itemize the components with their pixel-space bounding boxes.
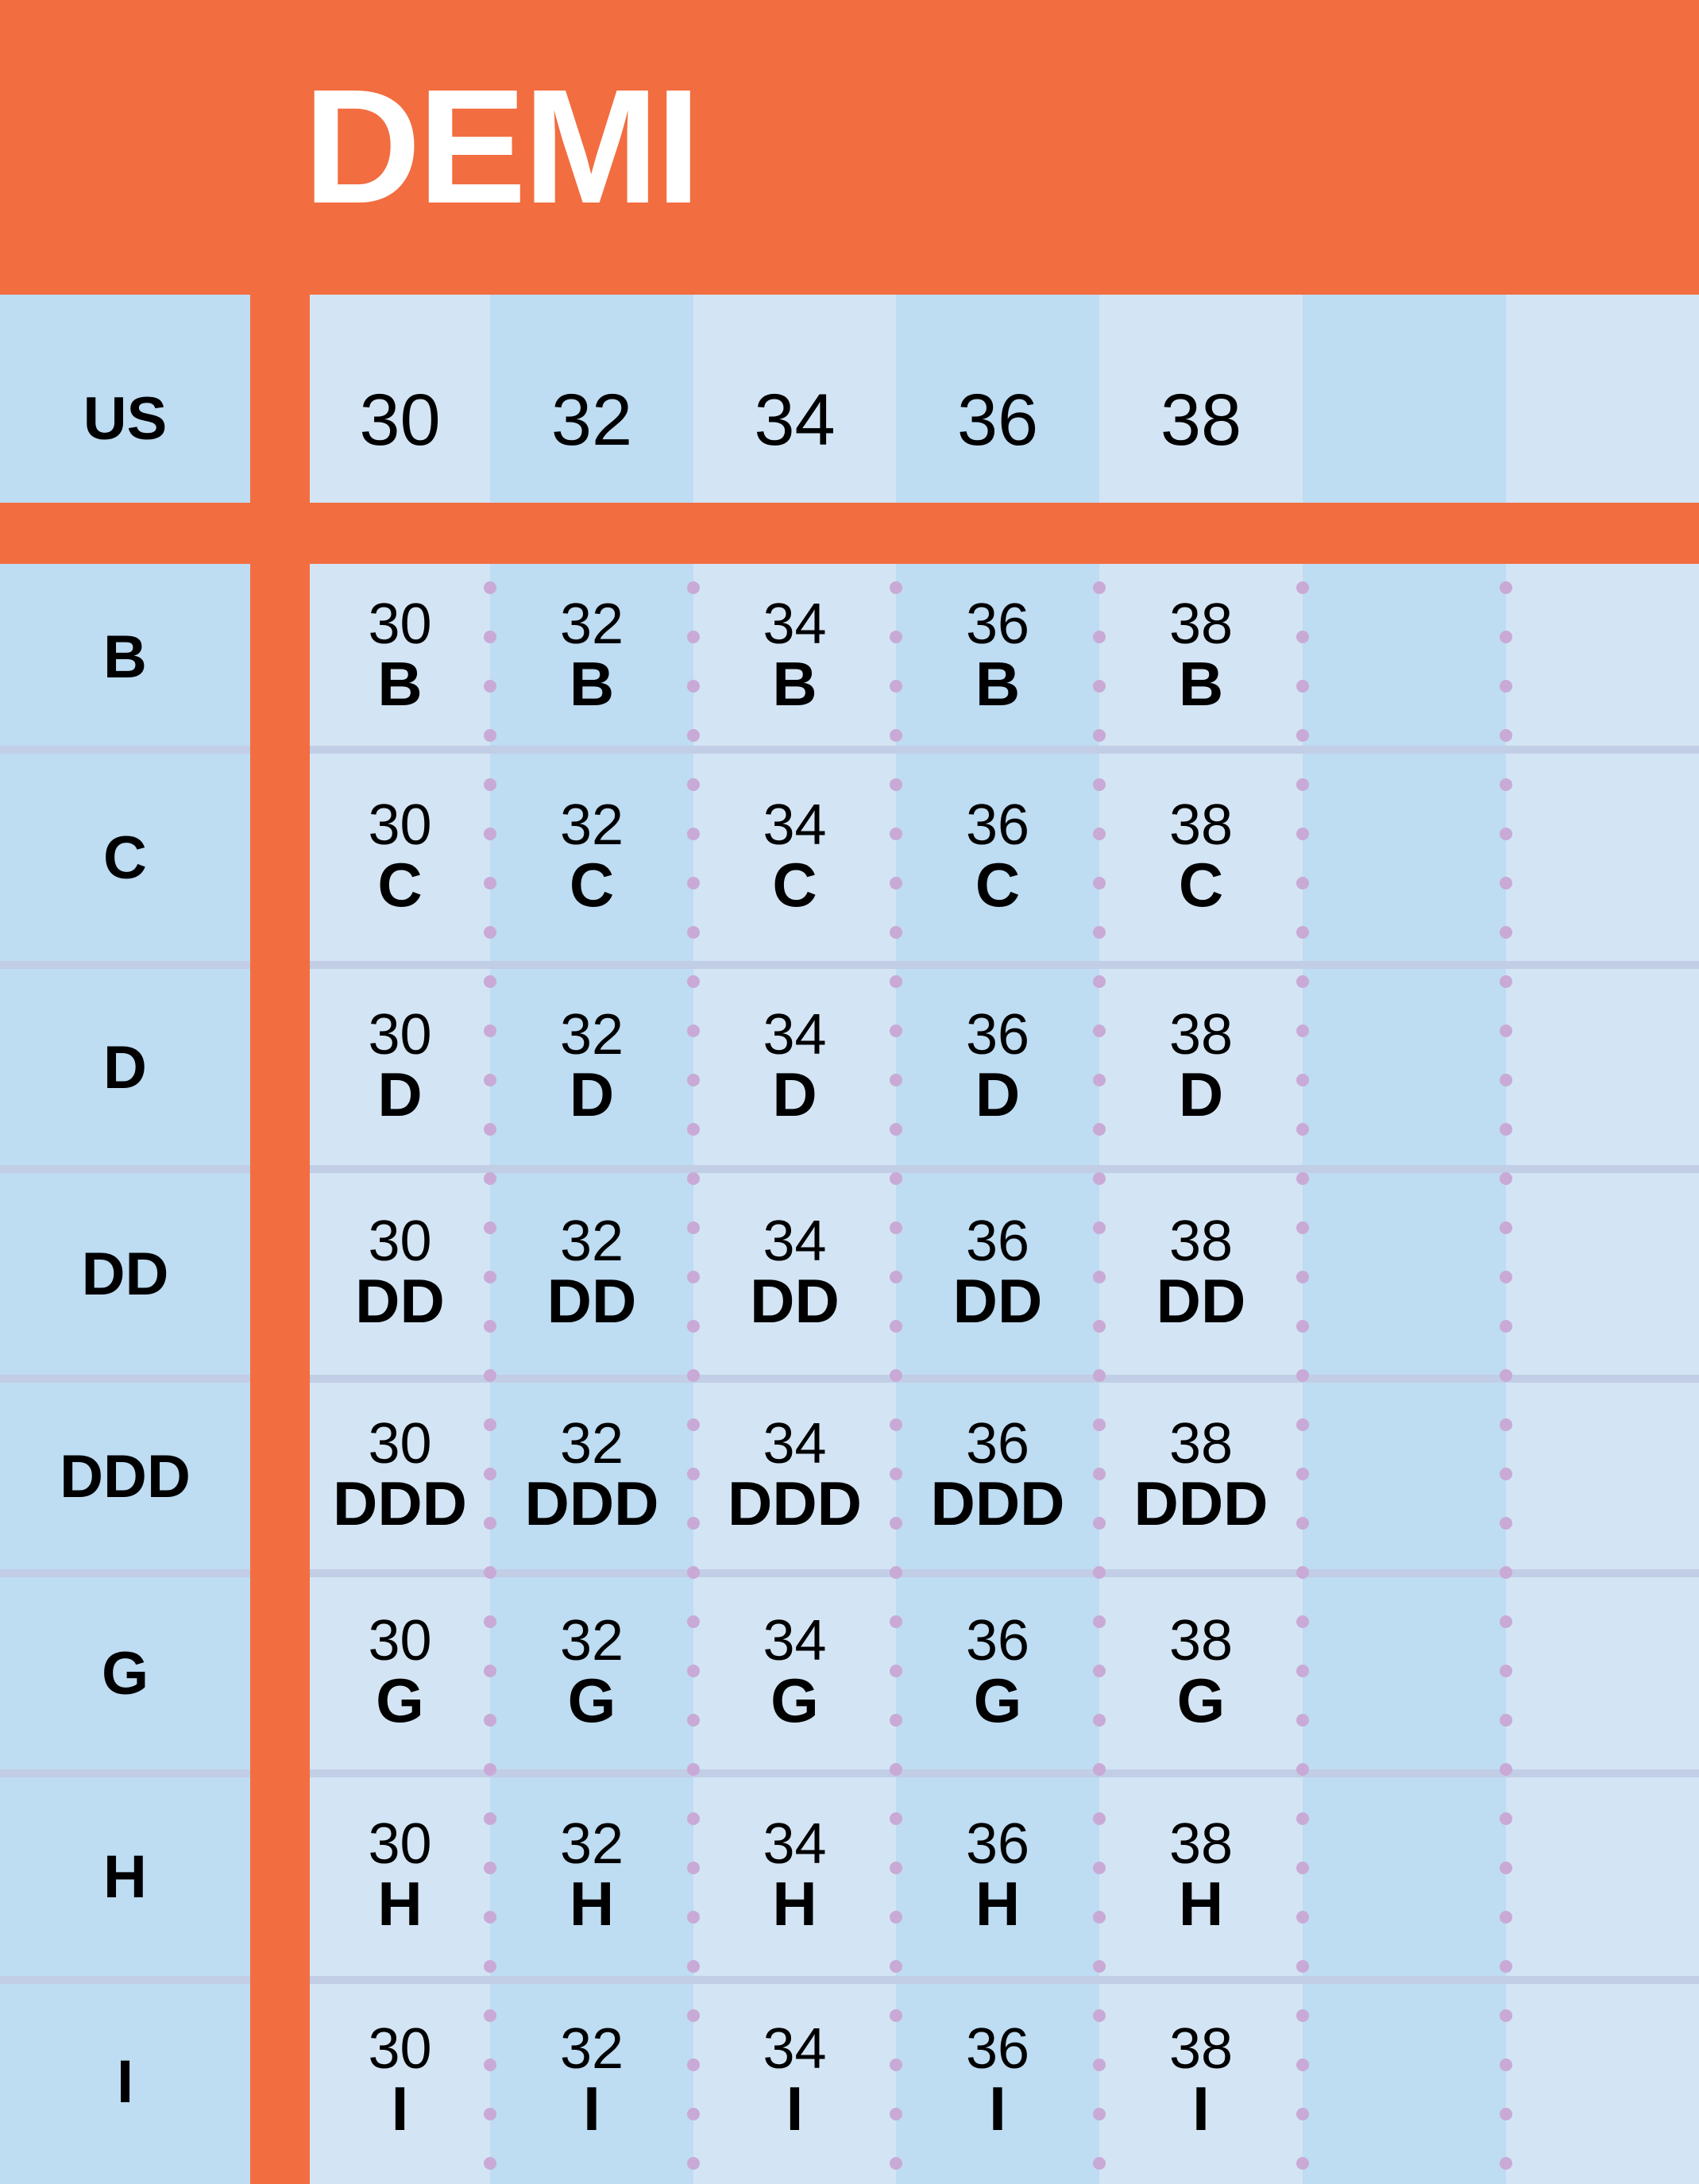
- divider-dot: [484, 1566, 496, 1579]
- divider-dot: [1500, 1172, 1512, 1185]
- cup-label: I: [116, 2048, 134, 2116]
- divider-dot: [1500, 2059, 1512, 2071]
- divider-dot: [687, 1566, 700, 1579]
- divider-dot: [1500, 1714, 1512, 1727]
- divider-dot: [890, 1763, 902, 1776]
- cup-label: D: [103, 1033, 147, 1102]
- us-band-size: 38: [1160, 380, 1242, 461]
- cell-cup: H: [569, 1869, 615, 1939]
- cup-label: B: [103, 623, 147, 691]
- divider-dot: [687, 975, 700, 988]
- divider-dot: [687, 926, 700, 939]
- cell-band: 32: [559, 1002, 624, 1067]
- divider-dot: [484, 1172, 496, 1185]
- cell-cup: B: [569, 648, 615, 719]
- cell-band: 32: [559, 1812, 624, 1876]
- divider-dot: [1500, 2009, 1512, 2022]
- cell-cup: B: [377, 648, 423, 719]
- us-band-size: 30: [359, 380, 441, 461]
- cell-cup: C: [1178, 849, 1224, 920]
- divider-dot: [1296, 1172, 1309, 1185]
- divider-dot: [1093, 1172, 1106, 1185]
- cell-cup: D: [772, 1059, 817, 1129]
- divider-dot: [687, 581, 700, 594]
- divider-dot: [1500, 2157, 1512, 2170]
- divider-dot: [1296, 1960, 1309, 1973]
- divider-dot: [687, 1960, 700, 1973]
- cell-cup: H: [377, 1869, 423, 1939]
- cell-band: 34: [763, 1411, 827, 1476]
- divider-dot: [1296, 729, 1309, 742]
- divider-dot: [1296, 975, 1309, 988]
- cell-band: 32: [559, 592, 624, 656]
- column-bg: [1303, 295, 1506, 2184]
- divider-dot: [1500, 828, 1512, 840]
- cell-band: 36: [965, 1002, 1030, 1067]
- cell-cup: DD: [750, 1266, 840, 1336]
- divider-dot: [1500, 1812, 1512, 1825]
- divider-dot: [1093, 975, 1106, 988]
- cell-cup: D: [377, 1059, 423, 1129]
- divider-dot: [484, 1369, 496, 1382]
- cell-cup: G: [376, 1665, 424, 1735]
- cell-cup: C: [975, 849, 1021, 920]
- cell-band: 36: [965, 1609, 1030, 1673]
- divider-dot: [890, 581, 902, 594]
- cell-band: 38: [1168, 1002, 1234, 1067]
- divider-dot: [890, 975, 902, 988]
- divider-dot: [687, 2157, 700, 2170]
- orange-vertical-band: [250, 295, 310, 2184]
- cup-label: DDD: [60, 1442, 191, 1511]
- divider-dot: [1093, 1369, 1106, 1382]
- divider-dot: [1500, 975, 1512, 988]
- divider-dot: [484, 581, 496, 594]
- divider-dot: [484, 1960, 496, 1973]
- us-band-size: 36: [956, 380, 1039, 461]
- cell-band: 38: [1168, 2017, 1234, 2081]
- cell-cup: D: [1178, 1059, 1224, 1129]
- divider-dot: [1500, 1615, 1512, 1628]
- cell-cup: H: [772, 1869, 817, 1939]
- divider-dot: [1296, 581, 1309, 594]
- divider-dot: [1500, 1862, 1512, 1874]
- cell-cup: B: [772, 648, 817, 719]
- divider-dot: [687, 1763, 700, 1776]
- cell-band: 32: [559, 1411, 624, 1476]
- cell-band: 30: [368, 1210, 432, 1273]
- divider-dot: [1500, 1517, 1512, 1530]
- cell-cup: I: [786, 2074, 804, 2143]
- divider-dot: [1296, 1566, 1309, 1579]
- cell-cup: D: [975, 1059, 1021, 1129]
- divider-dot: [890, 2157, 902, 2170]
- divider-dot: [1500, 2108, 1512, 2120]
- divider-dot: [1500, 1960, 1512, 1973]
- cell-cup: DDD: [333, 1468, 467, 1538]
- divider-dot: [687, 1369, 700, 1382]
- divider-dot: [1500, 1369, 1512, 1382]
- divider-dot: [1500, 926, 1512, 939]
- divider-dot: [484, 975, 496, 988]
- cell-band: 30: [368, 1609, 432, 1673]
- cell-cup: G: [973, 1665, 1022, 1735]
- cell-band: 38: [1168, 1411, 1234, 1476]
- cell-band: 32: [559, 2017, 624, 2081]
- cell-cup: G: [1176, 1665, 1226, 1735]
- cell-band: 36: [965, 2017, 1030, 2081]
- divider-dot: [1500, 1665, 1512, 1677]
- divider-dot: [1093, 1960, 1106, 1973]
- page-title: DEMI: [303, 56, 698, 237]
- divider-dot: [484, 1763, 496, 1776]
- divider-dot: [1093, 926, 1106, 939]
- divider-dot: [1500, 1468, 1512, 1480]
- divider-dot: [687, 729, 700, 742]
- cell-band: 36: [965, 793, 1030, 857]
- divider-dot: [1296, 1369, 1309, 1382]
- cell-band: 34: [763, 1002, 827, 1067]
- divider-dot: [1500, 1566, 1512, 1579]
- divider-dot: [1093, 729, 1106, 742]
- divider-dot: [1296, 778, 1309, 791]
- cell-cup: G: [567, 1665, 616, 1735]
- divider-dot: [890, 778, 902, 791]
- divider-dot: [890, 729, 902, 742]
- us-band-size: 34: [754, 380, 836, 461]
- cell-cup: H: [975, 1869, 1021, 1939]
- divider-dot: [1500, 680, 1512, 693]
- us-band-size: 32: [550, 380, 633, 461]
- divider-dot: [1093, 2157, 1106, 2170]
- cup-label: DD: [81, 1241, 169, 1308]
- divider-dot: [1093, 1566, 1106, 1579]
- cell-cup: DDD: [524, 1468, 659, 1538]
- cell-cup: DDD: [1133, 1468, 1268, 1538]
- cell-cup: I: [583, 2074, 600, 2143]
- cell-cup: C: [377, 849, 423, 920]
- cell-cup: DD: [952, 1266, 1043, 1336]
- divider-dot: [890, 1960, 902, 1973]
- cell-cup: H: [1178, 1869, 1224, 1939]
- divider-dot: [890, 1172, 902, 1185]
- divider-dot: [1296, 926, 1309, 939]
- divider-dot: [1500, 877, 1512, 889]
- divider-dot: [1500, 581, 1512, 594]
- cell-cup: I: [989, 2074, 1006, 2143]
- cell-band: 38: [1168, 1210, 1234, 1273]
- cell-cup: C: [569, 849, 615, 920]
- cell-band: 36: [965, 1411, 1030, 1476]
- cell-band: 34: [763, 1609, 827, 1673]
- cell-cup: DDD: [728, 1468, 862, 1538]
- cell-band: 36: [965, 1210, 1030, 1273]
- cell-band: 38: [1168, 793, 1234, 857]
- cell-cup: I: [1192, 2074, 1210, 2143]
- cell-band: 30: [368, 1002, 432, 1067]
- divider-dot: [484, 2157, 496, 2170]
- divider-dot: [890, 1566, 902, 1579]
- cell-band: 34: [763, 793, 827, 857]
- divider-dot: [1500, 1763, 1512, 1776]
- cell-cup: C: [772, 849, 817, 920]
- divider-dot: [1500, 1024, 1512, 1037]
- divider-dot: [1500, 1911, 1512, 1924]
- divider-dot: [687, 1172, 700, 1185]
- cell-band: 30: [368, 1411, 432, 1476]
- cell-cup: DDD: [930, 1468, 1065, 1538]
- cell-band: 34: [763, 1812, 827, 1876]
- divider-dot: [1500, 631, 1512, 643]
- cell-band: 34: [763, 2017, 827, 2081]
- cell-cup: D: [569, 1059, 615, 1129]
- divider-dot: [1500, 1271, 1512, 1283]
- cup-label: C: [103, 824, 147, 892]
- cell-cup: DD: [355, 1266, 445, 1336]
- cup-label: H: [103, 1843, 147, 1911]
- divider-dot: [1500, 1074, 1512, 1086]
- cell-band: 30: [368, 1812, 432, 1876]
- divider-dot: [890, 1369, 902, 1382]
- divider-dot: [1500, 1320, 1512, 1333]
- column-bg: [1506, 295, 1699, 2184]
- divider-dot: [1296, 1763, 1309, 1776]
- divider-dot: [484, 926, 496, 939]
- cell-band: 36: [965, 1812, 1030, 1876]
- divider-dot: [1500, 1123, 1512, 1136]
- divider-dot: [1093, 778, 1106, 791]
- cell-band: 32: [559, 1210, 624, 1273]
- divider-dot: [890, 926, 902, 939]
- divider-dot: [1093, 581, 1106, 594]
- divider-dot: [1296, 2157, 1309, 2170]
- divider-dot: [484, 778, 496, 791]
- cell-band: 30: [368, 793, 432, 857]
- cell-band: 38: [1168, 1812, 1234, 1876]
- cell-cup: G: [770, 1665, 819, 1735]
- cell-cup: B: [1178, 648, 1224, 719]
- divider-dot: [687, 778, 700, 791]
- cell-band: 30: [368, 592, 432, 656]
- cell-band: 38: [1168, 1609, 1234, 1673]
- us-label: US: [83, 385, 168, 453]
- cup-label: G: [101, 1640, 149, 1707]
- cell-cup: DD: [546, 1266, 637, 1336]
- cell-cup: DD: [1156, 1266, 1246, 1336]
- divider-dot: [1093, 1763, 1106, 1776]
- cell-band: 30: [368, 2017, 432, 2081]
- cell-band: 32: [559, 1609, 624, 1673]
- divider-dot: [484, 729, 496, 742]
- divider-dot: [1500, 778, 1512, 791]
- divider-dot: [1500, 1221, 1512, 1234]
- cell-band: 38: [1168, 592, 1234, 656]
- cell-cup: I: [391, 2074, 409, 2143]
- cell-band: 32: [559, 793, 624, 857]
- cell-band: 36: [965, 592, 1030, 656]
- divider-dot: [1500, 729, 1512, 742]
- orange-horizontal-band: [0, 503, 1699, 564]
- cell-band: 34: [763, 1210, 827, 1273]
- divider-dot: [1500, 1418, 1512, 1431]
- cell-cup: B: [975, 648, 1021, 719]
- cell-band: 34: [763, 592, 827, 656]
